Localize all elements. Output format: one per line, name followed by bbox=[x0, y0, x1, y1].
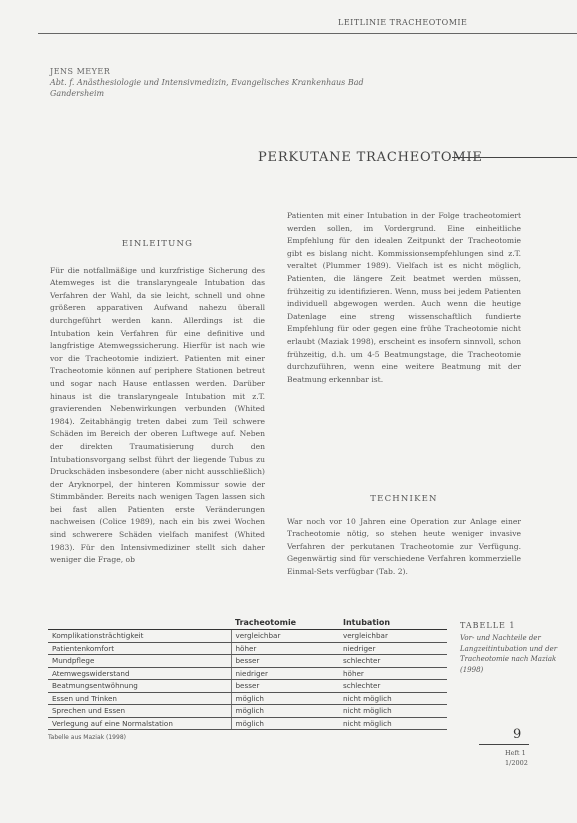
table-cell: Sprechen und Essen bbox=[48, 705, 231, 718]
author-name: JENS MEYER bbox=[50, 67, 111, 76]
table-label: TABELLE 1 bbox=[460, 621, 516, 630]
right-column-bottom bbox=[287, 493, 521, 579]
einleitung-text: Für die notfallmäßige und kurzfristige Sicherung des Atemweges ist die translaryngeale Intubation das Verfahren der Wahl, da sie leicht, schnell und ohne größeren apparativen Aufwand nahezu überall durchgeführt werden kann. Allerdings ist die Intubation kein Verfahren für eine definitive und langfristige Atemwegssicherung. Hierfür ist nach wie vor die Tracheotomie indiziert. Patienten mit einer Tracheotomie können auf periphere Stationen betreut und sogar nach Hause entlassen werden. Darüber hinaus ist die translaryngeale Intubation mit z.T. gravierenden Nebenwirkungen verbunden (Whited 1984). Zeitabhängig treten dabei zum Teil schwere Schäden im Bereich der oberen Luftwege auf. Neben der direkten Traumatisierung durch den Intubationsvorgang selbst führt der liegende Tubus zu Druckschäden insbesondere (aber nicht ausschließlich) der Aryknorpel, der hinteren Kommissur sowie der Stimmbänder. Bereits nach wenigen Tagen lassen sich bei fast allen Patienten erste Veränderungen nachweisen (Colice 1989), nach ein bis zwei Wochen sind schwerere Schäden vielfach manifest (Whited 1983). Für den Intensivmediziner stellt sich daher weniger die Frage, ob bbox=[50, 265, 265, 565]
issue-line-1: Heft 1 bbox=[505, 749, 526, 757]
table-row bbox=[48, 692, 447, 705]
page-number: 9 bbox=[513, 727, 522, 742]
table-cell: höher bbox=[231, 642, 339, 655]
table-caption: Vor- und Nachteile der Langzeitintubation und der Tracheotomie nach Maziak (1998) bbox=[460, 634, 558, 674]
comparison-table bbox=[48, 616, 447, 730]
table-cell: besser bbox=[231, 655, 339, 668]
section-heading-einleitung: EINLEITUNG bbox=[121, 239, 194, 249]
table-cell: besser bbox=[231, 680, 339, 693]
table-cell: möglich bbox=[231, 692, 339, 705]
table-cell: Essen und Trinken bbox=[48, 692, 231, 705]
article-title: PERKUTANE TRACHEOTOMIE bbox=[258, 150, 483, 165]
table-cell: niedriger bbox=[231, 667, 339, 680]
table-cell: möglich bbox=[231, 705, 339, 718]
table-row bbox=[48, 705, 447, 718]
table-row bbox=[48, 630, 447, 643]
table-cell: Komplikationsträchtigkeit bbox=[48, 630, 231, 643]
right-column-top bbox=[287, 210, 521, 386]
table-row bbox=[48, 680, 447, 693]
title-rule bbox=[452, 157, 577, 158]
table-header-row bbox=[48, 616, 447, 630]
header-rule bbox=[38, 33, 577, 34]
table-cell: nicht möglich bbox=[339, 717, 447, 730]
einleitung-cont-text: Patienten mit einer Intubation in der Folge tracheotomiert werden sollen, im Vordergrund. Eine einheitliche Empfehlung für den idealen Zeitpunkt der Tracheotomie gibt es bislang nicht. Kommissionsempfehlungen sind z.T. veraltet (Plummer 1989). Vielfach ist es nicht möglich, Patienten, die längere Zeit beatmet werden müssen, frühzeitig zu identifizieren. Wenn, muss bei jedem Patienten individuell abgewogen werden. Auch wenn die heutige Datenlage eine streng wissenschaftlich fundierte Empfehlung für oder gegen eine frühe Tracheotomie nicht erlaubt (Maziak 1998), erscheint es insofern sinnvoll, schon frühzeitig, d.h. um 4-5 Beatmungstage, die Tracheotomie durchzuführen, wenn eine weitere Beatmung mit der Beatmung erkennbar ist. bbox=[287, 211, 521, 384]
table-cell: Beatmungsentwöhnung bbox=[48, 680, 231, 693]
section-heading-techniken: TECHNIKEN bbox=[370, 494, 438, 504]
table-cell: möglich bbox=[231, 717, 339, 730]
author-affiliation: Abt. f. Anästhesiologie und Intensivmedizin, Evangelisches Krankenhaus Bad Gandersheim bbox=[50, 78, 364, 98]
table-row bbox=[48, 655, 447, 668]
table-cell: vergleichbar bbox=[231, 630, 339, 643]
table-footnote: Tabelle aus Maziak (1998) bbox=[48, 734, 126, 741]
author-block bbox=[50, 66, 380, 99]
table-cell: Atemwegswiderstand bbox=[48, 667, 231, 680]
table-cell: nicht möglich bbox=[339, 705, 447, 718]
issue-line-2: 1/2002 bbox=[505, 759, 528, 767]
page-number-rule bbox=[479, 744, 529, 745]
table-header-cell bbox=[48, 616, 231, 630]
running-head: LEITLINIE TRACHEOTOMIE bbox=[338, 18, 468, 27]
table-row bbox=[48, 642, 447, 655]
table-cell: schlechter bbox=[339, 655, 447, 668]
table-cell: Mundpflege bbox=[48, 655, 231, 668]
table-cell: Verlegung auf eine Normalstation bbox=[48, 717, 231, 730]
table-cell: nicht möglich bbox=[339, 692, 447, 705]
table-row bbox=[48, 717, 447, 730]
table-header-cell: Intubation bbox=[339, 616, 447, 630]
techniken-text: War noch vor 10 Jahren eine Operation zur Anlage einer Tracheotomie nötig, so stehen heute weniger invasive Verfahren der perkutanen Tracheotomie zur Verfügung. Gegenwärtig sind für verschiedene Verfahren kommerzielle Einmal-Sets verfügbar (Tab. 2). bbox=[287, 516, 521, 576]
left-column bbox=[50, 238, 265, 567]
table-cell: niedriger bbox=[339, 642, 447, 655]
table-cell: vergleichbar bbox=[339, 630, 447, 643]
table-cell: Patientenkomfort bbox=[48, 642, 231, 655]
table-cell: schlechter bbox=[339, 680, 447, 693]
table-row bbox=[48, 667, 447, 680]
table-header-cell: Tracheotomie bbox=[231, 616, 339, 630]
table-cell: höher bbox=[339, 667, 447, 680]
